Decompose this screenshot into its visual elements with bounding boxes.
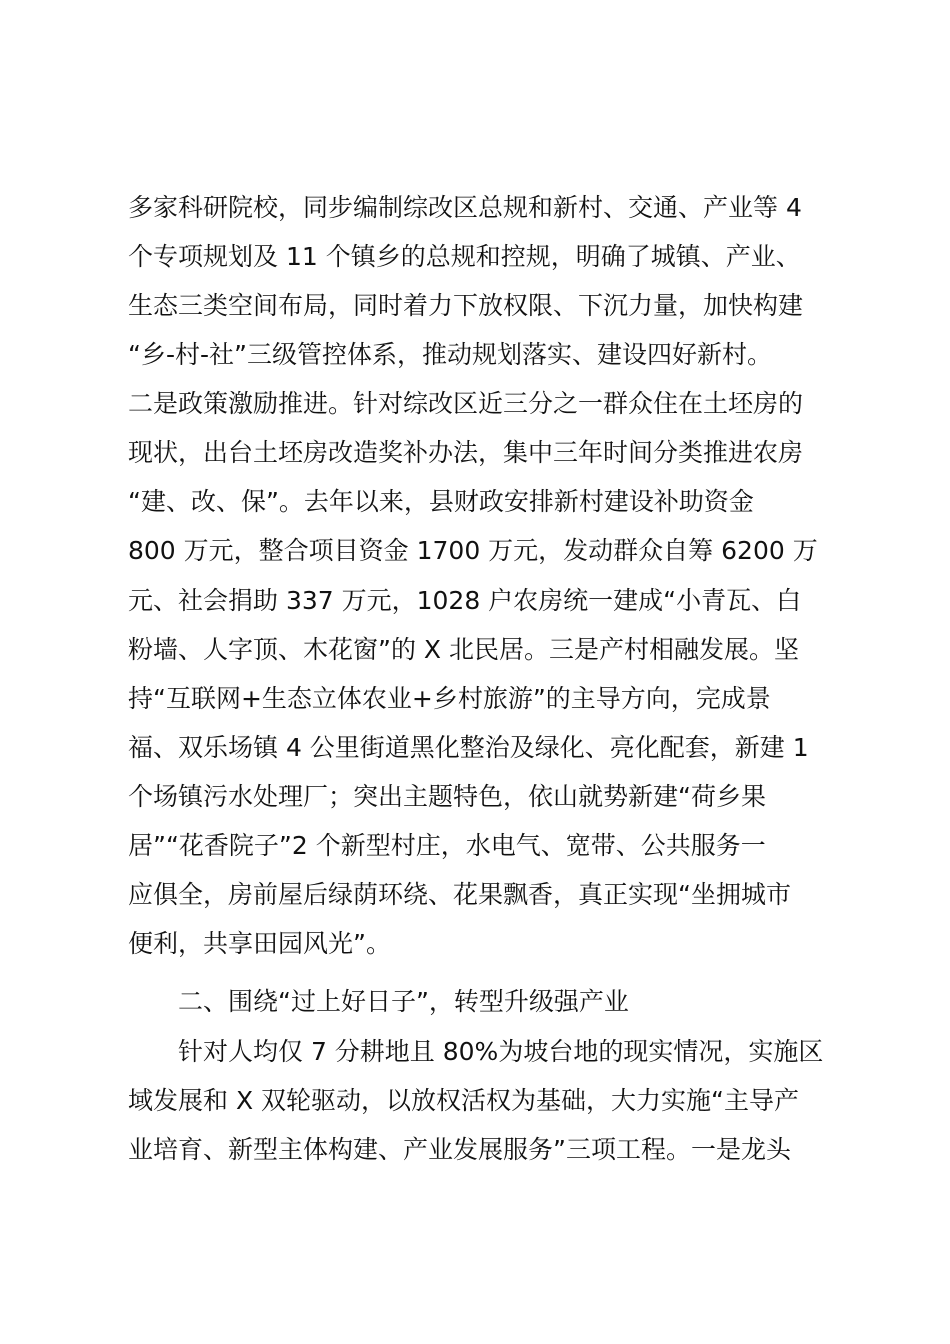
text-line: 应俱全，房前屋后绿荫环绕、花果飘香，真正实现“坐拥城市 (128, 880, 791, 909)
text-line: 持“互联网+生态立体农业+乡村旅游”的主导方向，完成景 (128, 684, 771, 713)
text-line: 域发展和 X 双轮驱动，以放权活权为基础，大力实施“主导产 (128, 1086, 799, 1115)
text-line: 居”“花香院子”2 个新型村庄，水电气、宽带、公共服务一 (128, 831, 766, 860)
text-line: 个专项规划及 11 个镇乡的总规和控规，明确了城镇、产业、 (128, 242, 801, 271)
text-line: 生态三类空间布局，同时着力下放权限、下沉力量，加快构建 (128, 291, 804, 320)
text-line: 业培育、新型主体构建、产业发展服务”三项工程。一是龙头 (128, 1135, 791, 1164)
text-line: 二是政策激励推进。针对综改区近三分之一群众住在土坯房的 (128, 389, 804, 418)
text-line: 便利，共享田园风光”。 (128, 929, 391, 958)
text-line: 现状，出台土坯房改造奖补办法，集中三年时间分类推进农房 (128, 438, 804, 467)
text-line: 多家科研院校，同步编制综改区总规和新村、交通、产业等 4 (128, 193, 802, 222)
text-line: “建、改、保”。去年以来，县财政安排新村建设补助资金 (128, 487, 754, 516)
text-line: 800 万元，整合项目资金 1700 万元，发动群众自筹 6200 万 (128, 536, 818, 565)
text-line: 福、双乐场镇 4 公里街道黑化整治及绿化、亮化配套，新建 1 (128, 733, 809, 762)
text-line: 元、社会捐助 337 万元，1028 户农房统一建成“小青瓦、白 (128, 586, 802, 615)
text-line: “乡-村-社”三级管控体系，推动规划落实、建设四好新村。 (128, 340, 772, 369)
text-line: 个场镇污水处理厂；突出主题特色，依山就势新建“荷乡果 (128, 782, 766, 811)
text-line: 粉墙、人字顶、木花窗”的 X 北民居。三是产村相融发展。坚 (128, 635, 799, 664)
paragraph-first-line: 针对人均仅 7 分耕地且 80%为坡台地的现实情况，实施区 (178, 1037, 824, 1066)
section-heading: 二、围绕“过上好日子”，转型升级强产业 (178, 987, 629, 1016)
